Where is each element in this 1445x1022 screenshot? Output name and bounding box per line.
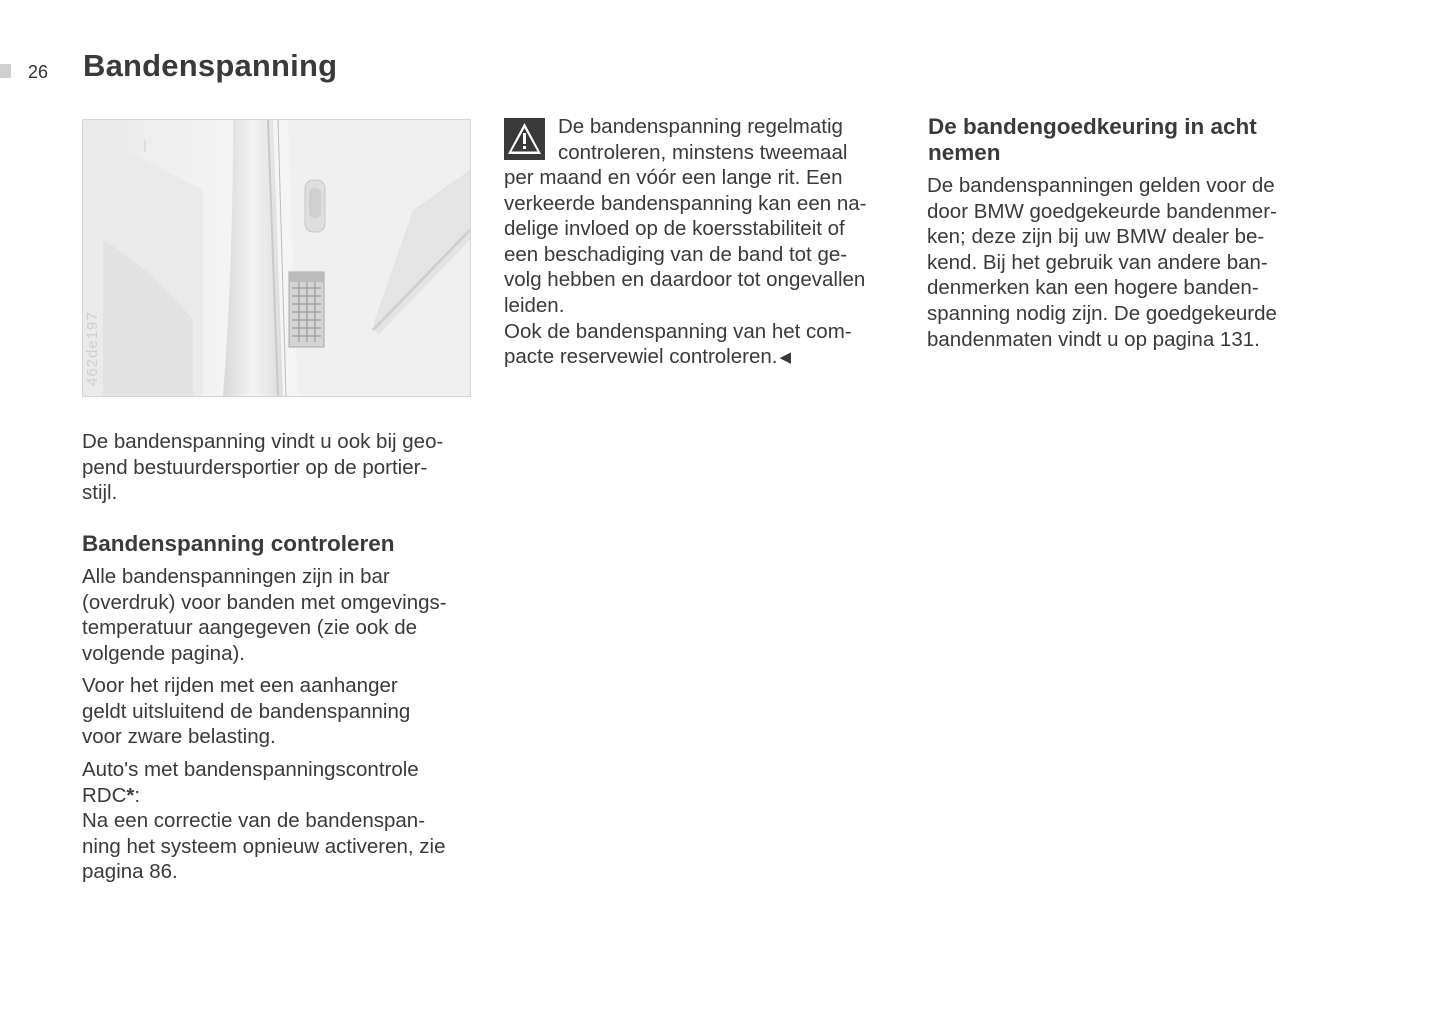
door-pillar-drawing — [83, 120, 470, 396]
rdc-intro: Auto's met bandenspanningscontrole RDC — [82, 758, 419, 807]
rdc-colon: : — [134, 783, 141, 807]
section-heading-goedkeuring: De bandengoedkeuring in acht nemen — [928, 114, 1257, 165]
paragraph-approval: De bandenspanningen gelden voor de door BMW goedgekeurde bandenmer- ken; deze zijn bij uw BMW dealer be- kend. Bij het gebruik van andere ban- denmerken kan een hogere banden- spanning nodig zijn. De goedgekeurde bandenmaten vindt u op pagina 131. — [927, 174, 1277, 351]
end-mark-icon: ◀ — [779, 349, 792, 367]
paragraph-units: Alle bandenspanningen zijn in bar (overdruk) voor banden met omgevings- temperatuur aangegeven (zie ook de volgende pagina). — [82, 565, 447, 665]
warning-body: per maand en vóór een lange rit. Een verkeerde bandenspanning kan een na- delige invloed op de koersstabiliteit of een beschadiging van de band tot ge- volg hebben en daardoor tot ongevallen leiden. Ook de bandenspanning van het com- pacte reservewiel controleren. — [504, 166, 867, 369]
rdc-instruction: Na een correctie van de bandenspan- ning het systeem opnieuw activeren, zie pagina 86. — [82, 809, 446, 884]
figure-caption: De bandenspanning vindt u ook bij geo- pend bestuurdersportier op de portier- stijl. — [82, 430, 444, 505]
warning-lead-text: De bandenspanning regelmatig controleren, minstens tweemaal — [558, 115, 848, 164]
page-marker — [0, 64, 11, 78]
page-number: 26 — [28, 62, 49, 82]
figure-code: 462de197 — [84, 311, 101, 386]
warning-body-text — [504, 165, 914, 371]
paragraph-rdc — [82, 757, 502, 885]
section-heading-controleren: Bandenspanning controleren — [82, 531, 395, 556]
paragraph-trailer: Voor het rijden met een aanhanger geldt uitsluitend de bandenspanning voor zware belasting. — [82, 674, 411, 749]
option-star: * — [126, 783, 135, 807]
page-title: Bandenspanning — [83, 48, 338, 83]
door-pillar-illustration — [82, 119, 471, 397]
warning-triangle-icon — [504, 118, 545, 160]
